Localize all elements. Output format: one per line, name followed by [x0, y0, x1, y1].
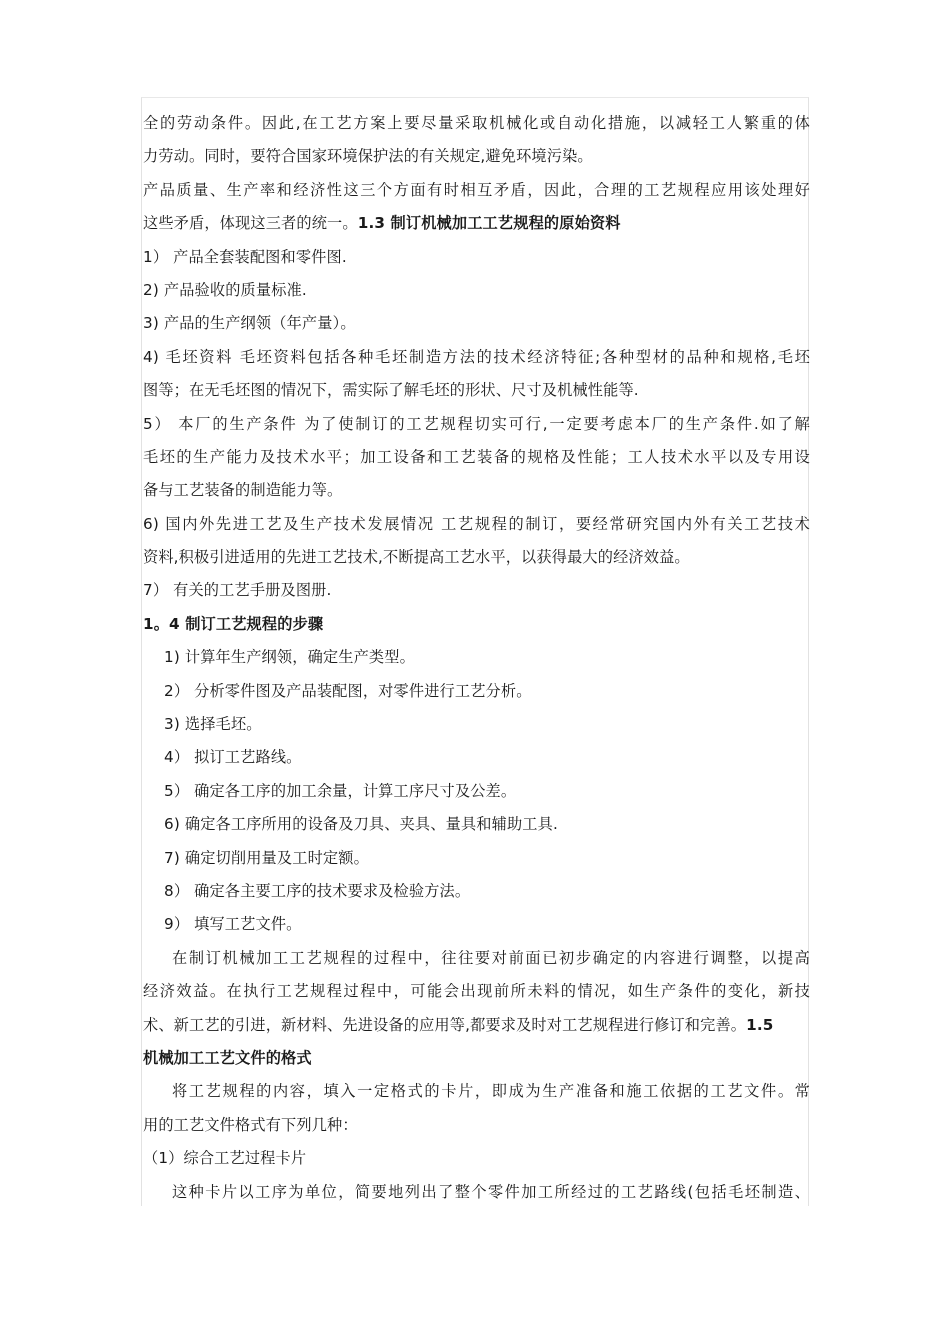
body-line: 经济效益。在执行工艺规程过程中，可能会出现前所未料的情况，如生产条件的变化，新技 — [143, 982, 810, 1001]
body-line: 图等；在无毛坯图的情况下，需实际了解毛坯的形状、尺寸及机械性能等. — [143, 381, 639, 400]
body-line — [143, 207, 810, 240]
list-item: 5） 确定各工序的加工余量，计算工序尺寸及公差。 — [164, 781, 517, 800]
body-line: 力劳动。同时，要符合国家环境保护法的有关规定,避免环境污染。 — [143, 147, 593, 166]
list-item: 7） 有关的工艺手册及图册. — [143, 581, 332, 600]
list-item: 7) 确定切削用量及工时定额。 — [164, 848, 369, 867]
list-item: 6) 确定各工序所用的设备及刀具、夹具、量具和辅助工具. — [164, 815, 558, 834]
list-item: 8） 确定各主要工序的技术要求及检验方法。 — [164, 881, 471, 900]
body-line: 资料,积极引进适用的先进工艺技术,不断提高工艺水平，以获得最大的经济效益。 — [143, 548, 690, 567]
body-text: 这些矛盾，体现这三者的统一。 — [143, 214, 358, 233]
section-heading-1-5: 机械加工工艺文件的格式 — [143, 1048, 312, 1067]
body-line: 这种卡片以工序为单位，简要地列出了整个零件加工所经过的工艺路线(包括毛坯制造、 — [172, 1182, 810, 1201]
document-body — [143, 107, 810, 1209]
list-item: 2) 产品验收的质量标准. — [143, 280, 307, 299]
subsection-title: （1）综合工艺过程卡片 — [143, 1149, 307, 1168]
section-heading-1-4: 1。4 制订工艺规程的步骤 — [143, 614, 324, 633]
section-heading-1-3: 1.3 制订机械加工工艺规程的原始资料 — [357, 214, 621, 233]
list-item: 2） 分析零件图及产品装配图，对零件进行工艺分析。 — [164, 681, 532, 700]
section-number-1-5: 1.5 — [746, 1015, 774, 1034]
list-item: 5） 本厂的生产条件 为了使制订的工艺规程切实可行,一定要考虑本厂的生产条件.如了解 — [143, 414, 810, 433]
body-line: 全的劳动条件。因此,在工艺方案上要尽量采取机械化或自动化措施，以减轻工人繁重的体 — [143, 114, 810, 132]
list-item: 4） 拟订工艺路线。 — [164, 748, 302, 767]
body-line: 备与工艺装备的制造能力等。 — [143, 481, 343, 500]
body-text: 术、新工艺的引进，新材料、先进设备的应用等,都要求及时对工艺规程进行修订和完善。 — [143, 1015, 747, 1034]
body-line: 将工艺规程的内容，填入一定格式的卡片，即成为生产准备和施工依据的工艺文件。常 — [172, 1082, 810, 1101]
body-line: 用的工艺文件格式有下列几种： — [143, 1115, 358, 1134]
body-line: 毛坯的生产能力及技术水平；加工设备和工艺装备的规格及性能；工人技术水平以及专用设 — [143, 447, 810, 466]
body-line — [143, 1009, 810, 1042]
list-item: 1） 产品全套装配图和零件图. — [143, 247, 347, 266]
list-item: 6) 国内外先进工艺及生产技术发展情况 工艺规程的制订，要经常研究国内外有关工艺技术 — [143, 514, 810, 533]
list-item: 9） 填写工艺文件。 — [164, 915, 302, 934]
body-line: 在制订机械加工工艺规程的过程中，往往要对前面已初步确定的内容进行调整，以提高 — [172, 948, 810, 967]
list-item: 3) 产品的生产纲领（年产量）。 — [143, 314, 356, 333]
body-line: 产品质量、生产率和经济性这三个方面有时相互矛盾，因此，合理的工艺规程应用该处理好 — [143, 180, 810, 199]
list-item: 1) 计算年生产纲领，确定生产类型。 — [164, 648, 415, 667]
list-item: 4) 毛坯资料 毛坯资料包括各种毛坯制造方法的技术经济特征;各种型材的品种和规格,毛坯 — [143, 347, 810, 366]
list-item: 3) 选择毛坯。 — [164, 715, 262, 734]
